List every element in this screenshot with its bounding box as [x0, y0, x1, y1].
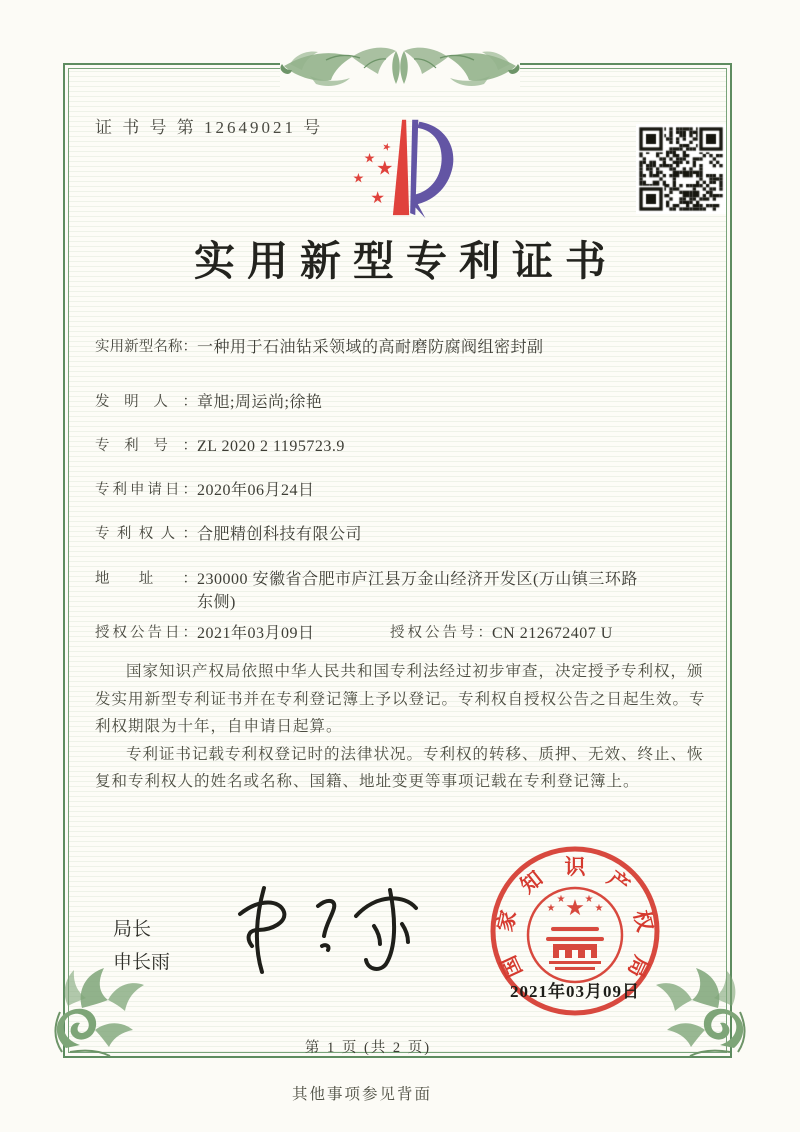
field-grant-number — [390, 622, 613, 645]
field-value: 章旭;周运尚;徐艳 — [197, 394, 323, 411]
officer-block — [113, 913, 170, 979]
certificate-body — [95, 658, 709, 796]
field-value: 2021年03月09日 — [197, 625, 315, 642]
svg-text:权: 权 — [629, 907, 658, 934]
field-label: 专利申请日： — [95, 482, 197, 498]
field-patentee — [95, 523, 710, 546]
svg-text:★: ★ — [380, 140, 393, 155]
cnipa-logo-icon — [333, 112, 465, 230]
qr-code — [636, 124, 726, 214]
field-label: 授权公告号： — [390, 625, 492, 641]
svg-text:★: ★ — [565, 896, 585, 921]
field-grant-row — [95, 622, 710, 645]
field-label: 发明人： — [95, 394, 197, 410]
svg-text:产: 产 — [602, 866, 635, 899]
field-label: 实用新型名称： — [95, 339, 197, 355]
svg-text:★: ★ — [352, 171, 365, 187]
field-label: 专利号： — [95, 438, 197, 454]
field-label: 授权公告日： — [95, 625, 197, 641]
field-address — [95, 568, 710, 614]
field-value: ZL 2020 2 1195723.9 — [197, 438, 345, 455]
svg-text:★: ★ — [584, 894, 594, 905]
svg-text:知: 知 — [515, 866, 548, 899]
body-paragraph-1: 国家知识产权局依照中华人民共和国专利法经过初步审查，决定授予专利权，颁发实用新型专利证书并在专利登记簿上予以登记。专利权自授权公告之日起生效。专利权期限为十年，自申请日起算。 — [95, 663, 706, 735]
field-value: 230000 安徽省合肥市庐江县万金山经济开发区(万山镇三环路东侧) — [197, 571, 638, 611]
page-indicator: 第 1 页 (共 2 页) — [304, 1040, 432, 1056]
signature-handwriting-icon — [218, 872, 428, 984]
svg-text:★: ★ — [556, 894, 566, 905]
field-value: 合肥精创科技有限公司 — [197, 526, 363, 543]
seal-date: 2021年03月09日 — [510, 982, 640, 1001]
field-inventors — [95, 391, 710, 414]
field-filing-date — [95, 479, 710, 502]
svg-text:局: 局 — [623, 951, 654, 982]
svg-text:★: ★ — [363, 151, 376, 167]
svg-text:识: 识 — [564, 855, 586, 879]
svg-text:★: ★ — [370, 187, 385, 207]
svg-text:国: 国 — [496, 951, 527, 982]
body-paragraph-2: 专利证书记载专利权登记时的法律状况。专利权的转移、质押、无效、终止、恢复和专利权人的姓名或名称、国籍、地址变更等事项记载在专利登记簿上。 — [95, 745, 704, 790]
field-value: CN 212672407 U — [492, 625, 613, 642]
officer-title: 局长 — [113, 919, 152, 940]
svg-text:家: 家 — [492, 907, 521, 934]
footer-note: 其他事项参见背面 — [291, 1086, 432, 1103]
field-utility-model-name — [95, 336, 710, 359]
officer-name: 申长雨 — [113, 952, 171, 973]
certificate-title: 实用新型专利证书 — [194, 238, 618, 284]
top-scroll-ornament-icon — [280, 42, 520, 90]
field-label: 地址： — [95, 571, 197, 587]
field-value: 2020年06月24日 — [197, 482, 315, 499]
field-patent-number — [95, 435, 710, 458]
certificate-number: 证 书 号 第 12649021 号 — [95, 118, 324, 137]
svg-text:★: ★ — [376, 156, 394, 180]
svg-text:★: ★ — [594, 903, 604, 914]
field-label: 专利权人： — [95, 526, 197, 542]
field-value: 一种用于石油钻采领域的高耐磨防腐阀组密封副 — [197, 339, 544, 356]
national-emblem-icon — [528, 888, 622, 982]
svg-text:★: ★ — [546, 903, 556, 914]
